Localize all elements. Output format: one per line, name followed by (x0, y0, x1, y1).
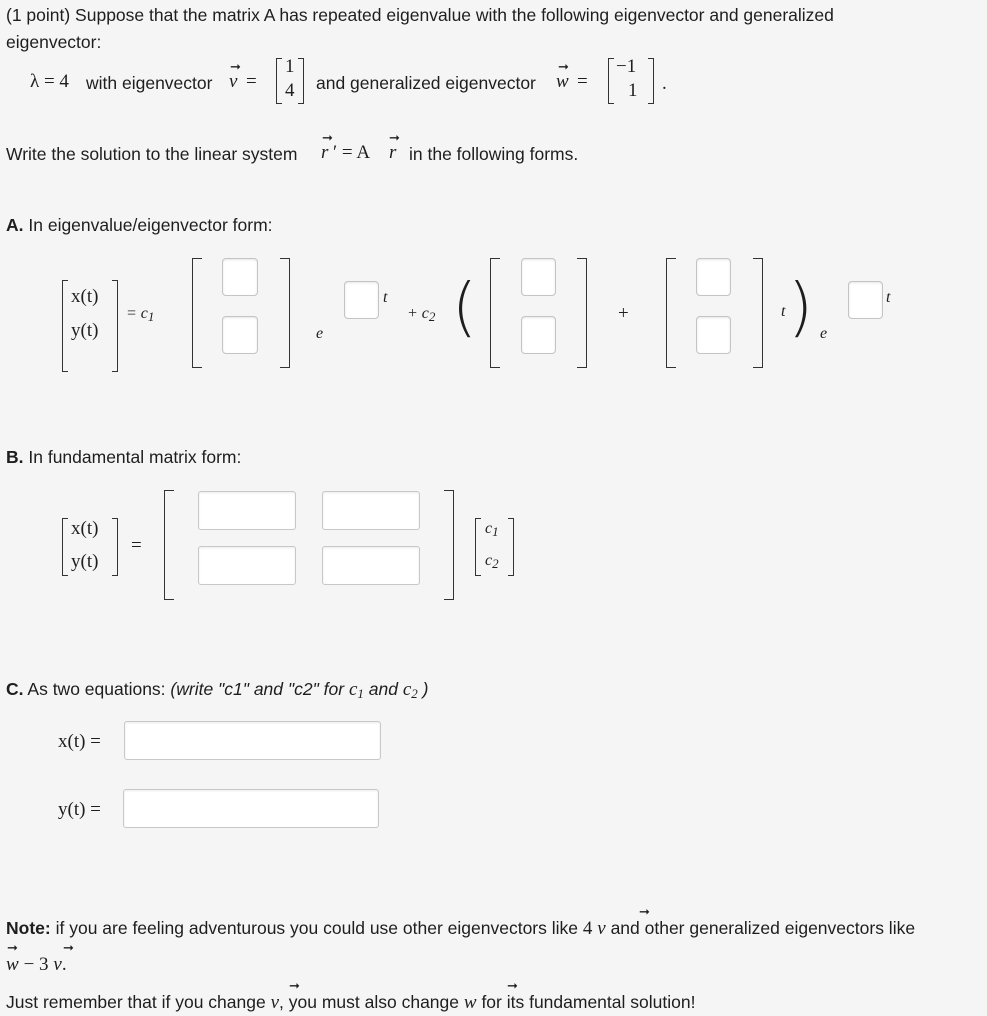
problem-statement-cont: eigenvector: (6, 32, 102, 52)
note-dot: . (61, 954, 67, 975)
left-bracket (62, 280, 68, 372)
part-b-title: In fundamental matrix form: (28, 447, 242, 467)
equals-sign: = (131, 535, 142, 556)
right-bracket (112, 280, 118, 372)
note-four: 4 (582, 918, 593, 939)
left-bracket (62, 518, 68, 576)
and-generalized-text: and generalized eigenvector (316, 73, 536, 93)
part-a-title: In eigenvalue/eigenvector form: (28, 215, 273, 235)
eigenvector-entry-2[interactable] (222, 316, 258, 354)
t-symbol: t (886, 289, 891, 306)
plus-sign: + (618, 303, 629, 324)
r-symbol: r (389, 142, 397, 163)
x-equation-input[interactable] (124, 721, 381, 760)
t-symbol: t (781, 303, 786, 320)
note-v3: v (270, 992, 280, 1013)
gen-vector-b-entry-2[interactable] (696, 316, 731, 354)
eigenvector-entry-1[interactable] (222, 258, 258, 296)
t-symbol: t (383, 289, 388, 306)
v-symbol: v (229, 71, 238, 92)
c1-label: = c1 (126, 305, 155, 324)
x-equation-label: x(t) = (58, 731, 101, 752)
fundamental-matrix-r2c2[interactable] (322, 546, 420, 585)
w-symbol: w (556, 71, 569, 92)
fundamental-matrix-r1c2[interactable] (322, 491, 420, 530)
right-bracket (444, 490, 454, 600)
equals-sign: = (246, 71, 257, 92)
left-bracket (475, 518, 481, 576)
v-top: 1 (285, 56, 295, 77)
instruction-text: Write the solution to the linear system (6, 144, 298, 164)
fundamental-matrix-r2c1[interactable] (198, 546, 296, 585)
note-text-3b: , you must also change (279, 992, 459, 1012)
y-of-t: y(t) (71, 320, 99, 341)
w-top: −1 (616, 56, 637, 77)
note-v2: v (53, 954, 62, 975)
vector-arrow-icon: ➞ (389, 130, 400, 145)
vector-arrow-icon: ➞ (322, 130, 333, 145)
note-line-3 (6, 992, 695, 1014)
right-bracket (753, 258, 763, 368)
note-text-3a: Just remember that if you change (6, 992, 266, 1012)
c2-entry: c2 (485, 552, 499, 571)
vector-arrow-icon: ➞ (63, 940, 74, 955)
exponent-2-input[interactable] (848, 281, 883, 319)
r-symbol: r (321, 142, 329, 163)
period: . (662, 73, 667, 94)
gen-vector-b-entry-1[interactable] (696, 258, 731, 296)
problem-statement: (1 point) Suppose that the matrix A has repeated eigenvalue with the following eigenvector and generalized (6, 5, 834, 25)
part-c-label: C. (6, 679, 24, 699)
right-bracket (577, 258, 587, 368)
vector-arrow-icon: ➞ (230, 59, 241, 74)
c1-symbol: c1 (348, 679, 364, 701)
part-b-heading (6, 447, 241, 468)
left-bracket (192, 258, 202, 368)
note-v: v (597, 918, 606, 939)
w-bottom: 1 (628, 80, 638, 101)
right-bracket (298, 58, 304, 104)
note-text-3c: for its fundamental solution! (481, 992, 696, 1012)
part-a-label: A. (6, 215, 24, 235)
equals-sign: = (577, 71, 588, 92)
vector-arrow-icon: ➞ (558, 59, 569, 74)
with-eigenvector-text: with eigenvector (86, 73, 213, 93)
note-text-2: and other generalized eigenvectors like (610, 918, 916, 938)
part-c-title: As two equations: (27, 679, 166, 699)
right-bracket (648, 58, 654, 104)
fundamental-matrix-r1c1[interactable] (198, 491, 296, 530)
left-bracket (666, 258, 676, 368)
e-symbol: e (820, 325, 828, 342)
left-bracket (608, 58, 614, 104)
part-c-heading (6, 679, 429, 702)
left-bracket (490, 258, 500, 368)
vector-arrow-icon: ➞ (7, 940, 18, 955)
note-line-1 (6, 918, 915, 940)
y-of-t: y(t) (71, 551, 99, 572)
y-equation-label: y(t) = (58, 799, 101, 820)
part-c-and: and (368, 679, 398, 699)
x-of-t: x(t) (71, 286, 99, 307)
part-c-hint: (write "c1" and "c2" for (170, 679, 345, 699)
close-paren: ) (788, 271, 813, 345)
instruction-text-end: in the following forms. (409, 144, 579, 164)
gen-vector-a-entry-2[interactable] (521, 316, 556, 354)
note-w: w (6, 954, 19, 975)
x-of-t: x(t) (71, 518, 99, 539)
c2-symbol: c2 (402, 679, 418, 701)
note-minus3: − 3 (23, 954, 49, 975)
v-bottom: 4 (285, 80, 295, 101)
part-a-heading (6, 215, 273, 236)
part-b-label: B. (6, 447, 24, 467)
vector-arrow-icon: ➞ (507, 978, 518, 993)
vector-arrow-icon: ➞ (639, 904, 650, 919)
note-w3: w (463, 992, 477, 1013)
e-symbol: e (316, 325, 324, 342)
open-paren: ( (452, 271, 477, 345)
note-text-1: if you are feeling adventurous you could use other eigenvectors like (55, 918, 578, 938)
vector-arrow-icon: ➞ (289, 978, 300, 993)
note-label: Note: (6, 918, 51, 938)
part-c-close: ) (422, 679, 429, 699)
equation-mid: ′ = A (333, 142, 371, 163)
exponent-1-input[interactable] (344, 281, 379, 319)
right-bracket (112, 518, 118, 576)
y-equation-input[interactable] (123, 789, 379, 828)
right-bracket (280, 258, 290, 368)
gen-vector-a-entry-1[interactable] (521, 258, 556, 296)
left-bracket (276, 58, 282, 104)
c1-entry: c1 (485, 520, 499, 539)
right-bracket (508, 518, 514, 576)
left-bracket (164, 490, 174, 600)
c2-label: + c2 (407, 305, 436, 324)
note-line-2 (6, 954, 67, 976)
lambda-value: λ = 4 (30, 71, 69, 92)
